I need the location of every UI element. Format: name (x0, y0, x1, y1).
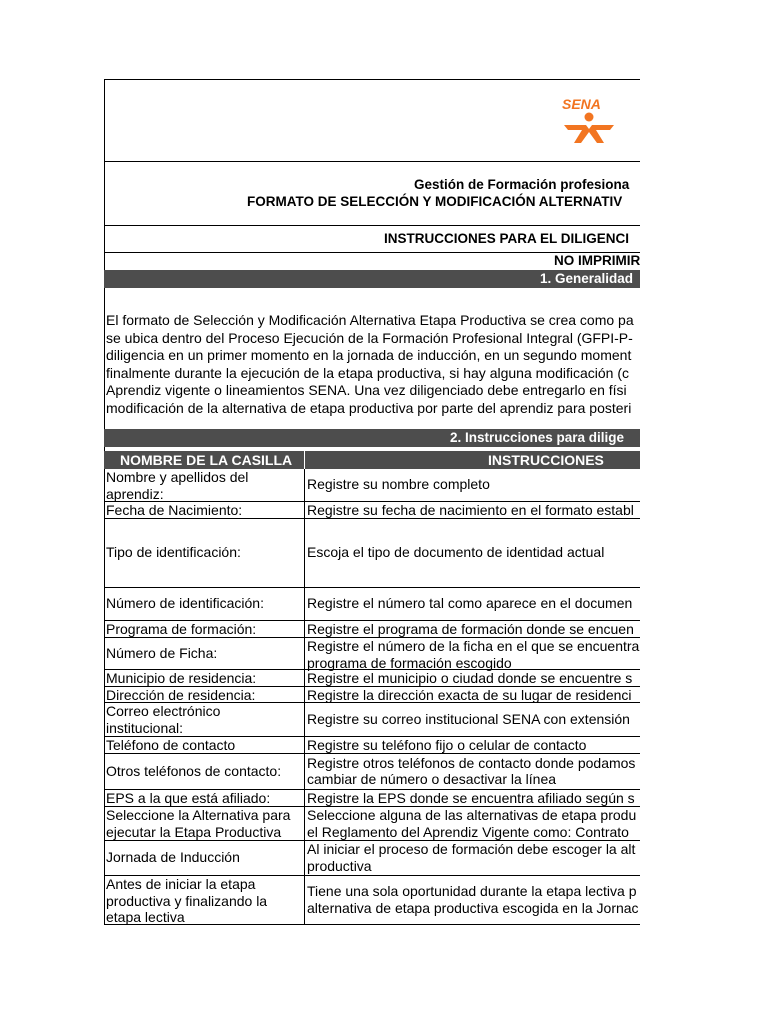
instruction-cell (307, 841, 635, 874)
field-name-cell (106, 849, 240, 866)
col1-header: NOMBRE DE LA CASILLA (120, 452, 293, 468)
table-row (104, 638, 640, 670)
instruction-line: Tiene una sola oportunidad durante la etapa lectiva p (307, 883, 637, 899)
table-row (104, 790, 640, 807)
table-row (104, 621, 640, 638)
instruction-cell (307, 638, 639, 671)
section2-band (104, 429, 640, 447)
col2-header: INSTRUCCIONES (488, 452, 604, 468)
instruction-cell (307, 807, 636, 840)
field-name-line: EPS a la que está afiliado: (106, 790, 271, 806)
field-name-cell (106, 790, 270, 807)
no-print-label: NO IMPRIMIR (554, 253, 640, 268)
field-name-cell (106, 544, 241, 561)
field-name-line: Correo electrónico (106, 703, 221, 719)
field-name-line: Dirección de residencia: (106, 687, 256, 703)
table-row (104, 754, 640, 790)
instruction-line: cambiar de número o desactivar la línea (307, 771, 557, 787)
svg-text:SENA: SENA (562, 96, 601, 112)
paragraph-line: El formato de Selección y Modificación Alternativa Etapa Productiva se crea como pa (106, 312, 634, 328)
field-name-cell (106, 469, 248, 502)
instruction-line: Registre la EPS donde se encuentra afiliado según s (307, 790, 635, 806)
field-name-line: Jornada de Inducción (106, 849, 240, 866)
field-name-line: Programa de formación: (106, 621, 257, 637)
instruction-cell (307, 790, 635, 807)
table-row (104, 588, 640, 621)
instruction-line: Escoja el tipo de documento de identidad actual (307, 544, 605, 561)
table-row (104, 807, 640, 841)
field-name-line: Nombre y apellidos del (106, 469, 249, 485)
table-row (104, 737, 640, 754)
field-name-line: etapa lectiva (106, 909, 185, 925)
instruction-cell (307, 670, 632, 687)
instruction-line: Registre su teléfono fijo o celular de contacto (307, 737, 587, 753)
instruction-line: el Reglamento del Aprendiz Vigente como: Contrato (307, 823, 629, 840)
table-row (104, 670, 640, 687)
field-name-cell (106, 645, 217, 662)
instruction-line: Registre su fecha de nacimiento en el formato establ (307, 502, 634, 518)
instruction-line: Registre el municipio o ciudad donde se encuentre s (307, 670, 633, 686)
instruction-line: Registre el programa de formación donde se encuen (307, 621, 634, 637)
field-name-line: ejecutar la Etapa Productiva (106, 823, 282, 840)
instruction-line: Seleccione alguna de las alternativas de etapa produ (307, 807, 637, 823)
instruction-cell (307, 711, 630, 728)
field-name-cell (106, 595, 264, 612)
form-title: FORMATO DE SELECCIÓN Y MODIFICACIÓN ALTERNATIV (247, 194, 623, 209)
instruction-line: alternativa de etapa productiva escogida en la Jornac (307, 899, 639, 916)
table-row (104, 876, 640, 925)
instruction-cell (307, 595, 632, 612)
paragraph-line: modificación de la alternativa de etapa productiva por parte del aprendiz para posteri (106, 399, 632, 416)
instruction-cell (307, 621, 634, 638)
instruction-cell (307, 544, 604, 561)
field-name-line: Tipo de identificación: (106, 544, 241, 561)
field-name-cell (106, 737, 235, 754)
field-name-line: Teléfono de contacto (106, 737, 236, 753)
table-row (104, 841, 640, 876)
field-name-line: Otros teléfonos de contacto: (106, 762, 282, 779)
field-name-cell (106, 687, 255, 704)
instruction-line: Registre su nombre completo (307, 476, 490, 493)
field-name-line: Seleccione la Alternativa para (106, 807, 291, 823)
field-name-line: aprendiz: (106, 485, 164, 502)
instruction-line: Registre el número tal como aparece en el documen (307, 595, 633, 612)
paragraph-line: se ubica dentro del Proceso Ejecución de la Formación Profesional Integral (GFPI-P- (106, 329, 633, 346)
instruction-line: Registre su correo institucional SENA con extensión (307, 710, 630, 727)
instruction-cell (307, 476, 490, 493)
paragraph-line: Aprendiz vigente o lineamientos SENA. Una vez diligenciado debe entregarlo en físi (106, 382, 627, 398)
section1-title: 1. Generalidad (540, 271, 634, 286)
table-row (104, 469, 640, 502)
table-row (104, 687, 640, 703)
paragraph-line: finalmente durante la ejecución de la etapa productiva, si hay alguna modificación (c (106, 364, 629, 381)
table-row (104, 502, 640, 519)
field-name-cell (106, 703, 220, 736)
column-divider (304, 469, 305, 925)
process-title: Gestión de Formación profesiona (414, 177, 630, 192)
instruction-line: Registre el número de la ficha en el que se encuentra (307, 638, 640, 654)
divider (104, 225, 640, 226)
table-header (104, 451, 640, 469)
field-name-cell (106, 502, 242, 519)
field-name-cell (106, 670, 256, 687)
section1-band (104, 270, 640, 288)
field-name-line: Municipio de residencia: (106, 670, 257, 686)
instruction-cell (307, 883, 639, 916)
table-row (104, 703, 640, 737)
field-name-line: institucional: (106, 719, 184, 736)
paragraph-line: diligencia en un primer momento en la jornada de inducción, en un segundo moment (106, 347, 632, 363)
sena-logo (556, 95, 622, 152)
field-name-cell (106, 763, 281, 780)
section1-paragraph (106, 312, 640, 417)
section2-title: 2. Instrucciones para dilige (450, 430, 625, 445)
divider (104, 161, 640, 162)
instruction-line: programa de formación escogido (307, 654, 512, 671)
instruction-line: Registre la dirección exacta de su lugar de residenci (307, 687, 632, 703)
field-name-line: Número de identificación: (106, 595, 264, 612)
instruction-cell (307, 502, 634, 519)
field-name-cell (106, 807, 290, 840)
border-top (104, 79, 640, 80)
field-name-line: Antes de iniciar la etapa (106, 876, 256, 892)
instruction-cell (307, 755, 635, 788)
instruction-line: Al iniciar el proceso de formación debe escoger la alt (307, 841, 636, 857)
spreadsheet-page (104, 79, 640, 925)
instruction-cell (307, 737, 586, 754)
header-separator (304, 451, 305, 469)
field-name-line: Fecha de Nacimiento: (106, 502, 243, 518)
instruction-cell (307, 687, 632, 704)
table-row (104, 519, 640, 588)
instructions-title: INSTRUCCIONES PARA EL DILIGENCI (384, 231, 630, 246)
instruction-line: Registre otros teléfonos de contacto donde podamos (307, 754, 636, 771)
field-name-line: productiva y finalizando la (106, 892, 268, 909)
instruction-line: productiva (307, 857, 372, 874)
field-name-line: Número de Ficha: (106, 644, 218, 661)
field-name-cell (106, 876, 267, 925)
field-name-cell (106, 621, 256, 638)
